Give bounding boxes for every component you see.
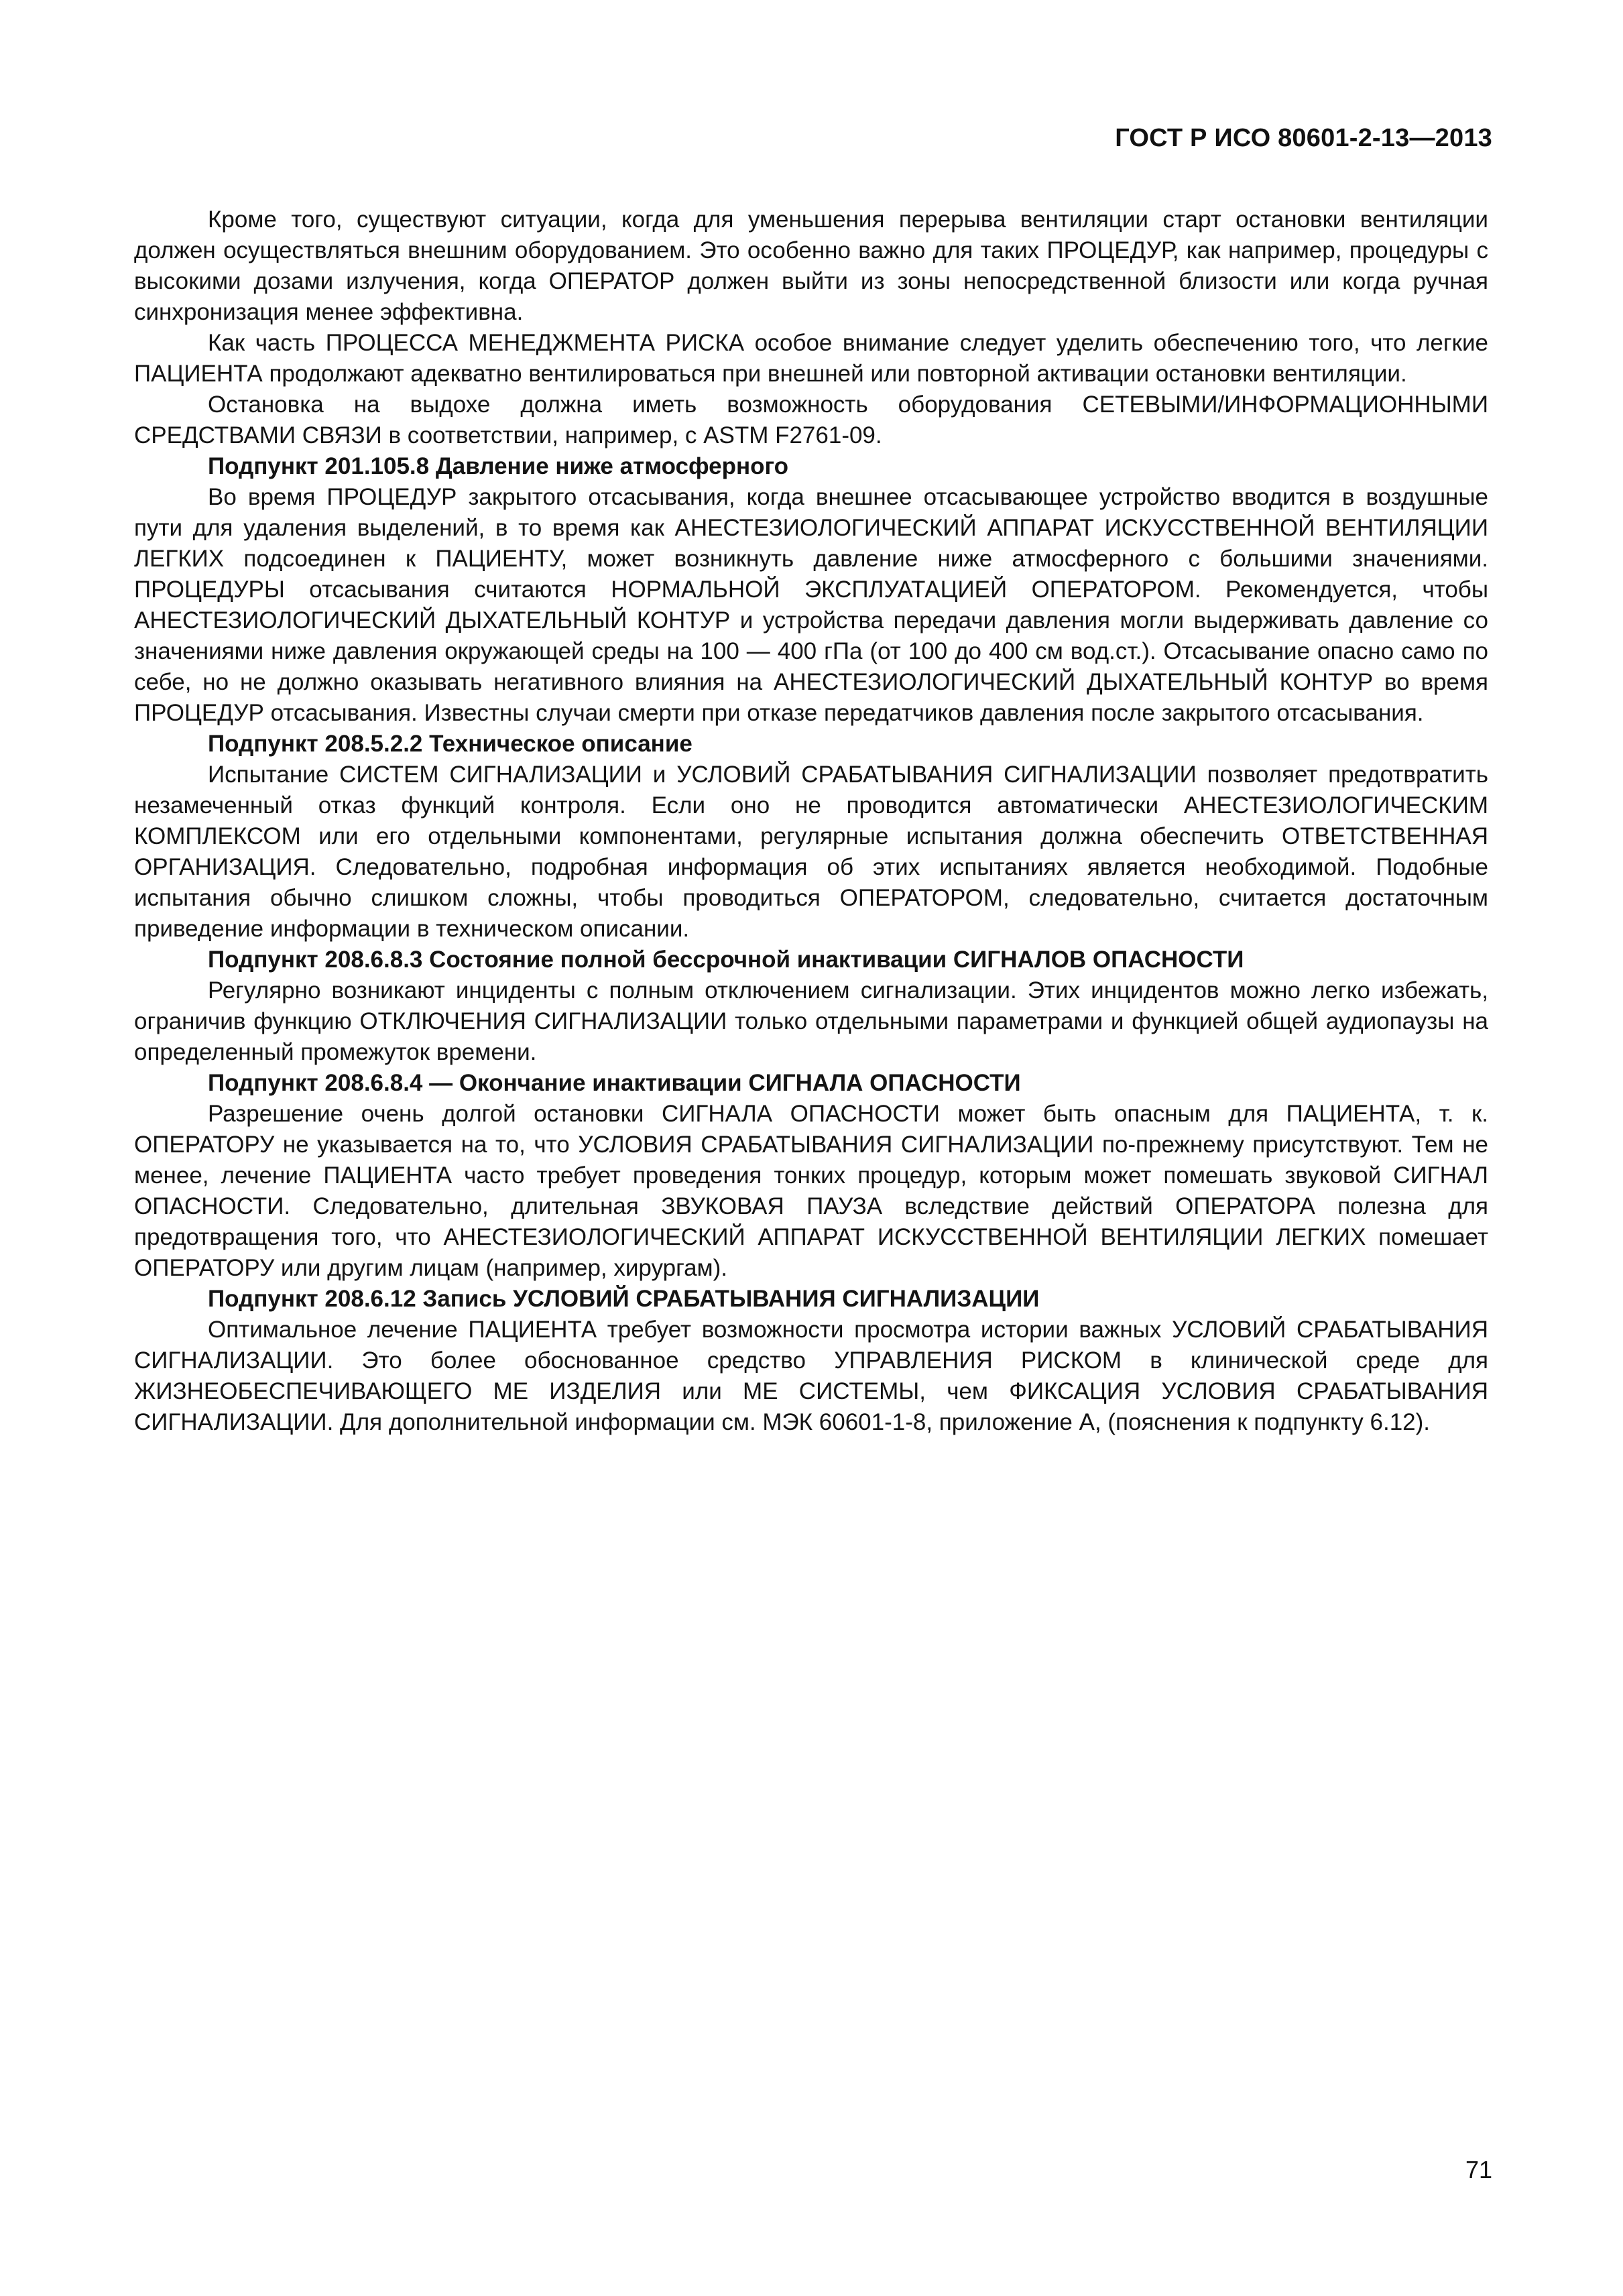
paragraph: Кроме того, существуют ситуации, когда для уменьшения перерыва вентиляции старт остановки вентиляции должен осуществляться внешним оборудованием. Это особенно важно для таких ПРОЦЕДУР, как например, процедуры с высокими дозами излучения, когда ОПЕРАТОР должен выйти из зоны непосредственной близости или когда ручная синхронизация менее эффективна. — [134, 206, 1488, 325]
section-heading: Подпункт 208.6.8.4 — Окончание инактивации СИГНАЛА ОПАСНОСТИ — [208, 1070, 1021, 1096]
page-number: 71 — [1465, 2156, 1492, 2183]
section-heading: Подпункт 208.5.2.2 Техническое описание — [208, 731, 693, 757]
paragraph: Испытание СИСТЕМ СИГНАЛИЗАЦИИ и УСЛОВИЙ СРАБАТЫВАНИЯ СИГНАЛИЗАЦИИ позволяет предотвратить незамеченный отказ функций контроля. Если оно не проводится автоматически АНЕСТЕЗИОЛОГИЧЕСКИМ КОМПЛЕКСОМ или его отдельными компонентами, регулярные испытания должна обеспечить ОТВЕТСТВЕННАЯ ОРГАНИЗАЦИЯ. Следовательно, подробная информация об этих испытаниях является необходимой. Подобные испытания обычно слишком сложны, чтобы проводиться ОПЕРАТОРОМ, следовательно, считается достаточным приведение информации в техническом описании. — [134, 762, 1488, 942]
section-heading: Подпункт 208.6.12 Запись УСЛОВИЙ СРАБАТЫВАНИЯ СИГНАЛИЗАЦИИ — [208, 1286, 1040, 1312]
paragraph: Как часть ПРОЦЕССА МЕНЕДЖМЕНТА РИСКА особое внимание следует уделить обеспечению того, что легкие ПАЦИЕНТА продолжают адекватно вентилироваться при внешней или повторной активации остановки вентиляции. — [134, 330, 1488, 387]
paragraph: Во время ПРОЦЕДУР закрытого отсасывания, когда внешнее отсасывающее устройство вводится в воздушные пути для удаления выделений, в то время как АНЕСТЕЗИОЛОГИЧЕСКИЙ АППАРАТ ИСКУССТВЕННОЙ ВЕНТИЛЯЦИИ ЛЕГКИХ подсоединен к ПАЦИЕНТУ, может возникнуть давление ниже атмосферного с большими значениями. ПРОЦЕДУРЫ отсасывания считаются НОРМАЛЬНОЙ ЭКСПЛУАТАЦИЕЙ ОПЕРАТОРОМ. Рекомендуется, чтобы АНЕСТЕЗИОЛОГИЧЕСКИЙ ДЫХАТЕЛЬНЫЙ КОНТУР и устройства передачи давления могли выдерживать давление со значениями ниже давления окружающей среды на 100 — 400 гПа (от 100 до 400 см вод.ст.). Отсасывание опасно само по себе, но не должно оказывать негативного влияния на АНЕСТЕЗИОЛОГИЧЕСКИЙ ДЫХАТЕЛЬНЫЙ КОНТУР во время ПРОЦЕДУР отсасывания. Известны случаи смерти при отказе передатчиков давления после закрытого отсасывания. — [134, 484, 1488, 726]
document-body — [134, 204, 1488, 1438]
paragraph: Регулярно возникают инциденты с полным отключением сигнализации. Этих инцидентов можно легко избежать, ограничив функцию ОТКЛЮЧЕНИЯ СИГНАЛИЗАЦИИ только отдельными параметрами и функцией общей аудиопаузы на определенный промежуток времени. — [134, 977, 1488, 1065]
document-code-header: ГОСТ Р ИСО 80601-2-13—2013 — [1115, 124, 1492, 152]
paragraph: Остановка на выдохе должна иметь возможность оборудования СЕТЕВЫМИ/ИНФОРМАЦИОННЫМИ СРЕДСТВАМИ СВЯЗИ в соответствии, например, с ASTM F2761-09. — [134, 391, 1488, 448]
paragraph: Разрешение очень долгой остановки СИГНАЛА ОПАСНОСТИ может быть опасным для ПАЦИЕНТА, т. к. ОПЕРАТОРУ не указывается на то, что УСЛОВИЯ СРАБАТЫВАНИЯ СИГНАЛИЗАЦИИ по-прежнему присутствуют. Тем не менее, лечение ПАЦИЕНТА часто требует проведения тонких процедур, которым может помешать звуковой СИГНАЛ ОПАСНОСТИ. Следовательно, длительная ЗВУКОВАЯ ПАУЗА вследствие действий ОПЕРАТОРА полезна для предотвращения того, что АНЕСТЕЗИОЛОГИЧЕСКИЙ АППАРАТ ИСКУССТВЕННОЙ ВЕНТИЛЯЦИИ ЛЕГКИХ помешает ОПЕРАТОРУ или другим лицам (например, хирургам). — [134, 1101, 1488, 1281]
section-heading: Подпункт 201.105.8 Давление ниже атмосферного — [208, 453, 789, 479]
paragraph: Оптимальное лечение ПАЦИЕНТА требует возможности просмотра истории важных УСЛОВИЙ СРАБАТЫВАНИЯ СИГНАЛИЗАЦИИ. Это более обоснованное средство УПРАВЛЕНИЯ РИСКОМ в клинической среде для ЖИЗНЕОБЕСПЕЧИВАЮЩЕГО МЕ ИЗДЕЛИЯ или МЕ СИСТЕМЫ, чем ФИКСАЦИЯ УСЛОВИЯ СРАБАТЫВАНИЯ СИГНАЛИЗАЦИИ. Для дополнительной информации см. МЭК 60601-1-8, приложение А, (пояснения к подпункту 6.12). — [134, 1317, 1488, 1435]
section-heading: Подпункт 208.6.8.3 Состояние полной бессрочной инактивации СИГНАЛОВ ОПАСНОСТИ — [208, 947, 1244, 973]
